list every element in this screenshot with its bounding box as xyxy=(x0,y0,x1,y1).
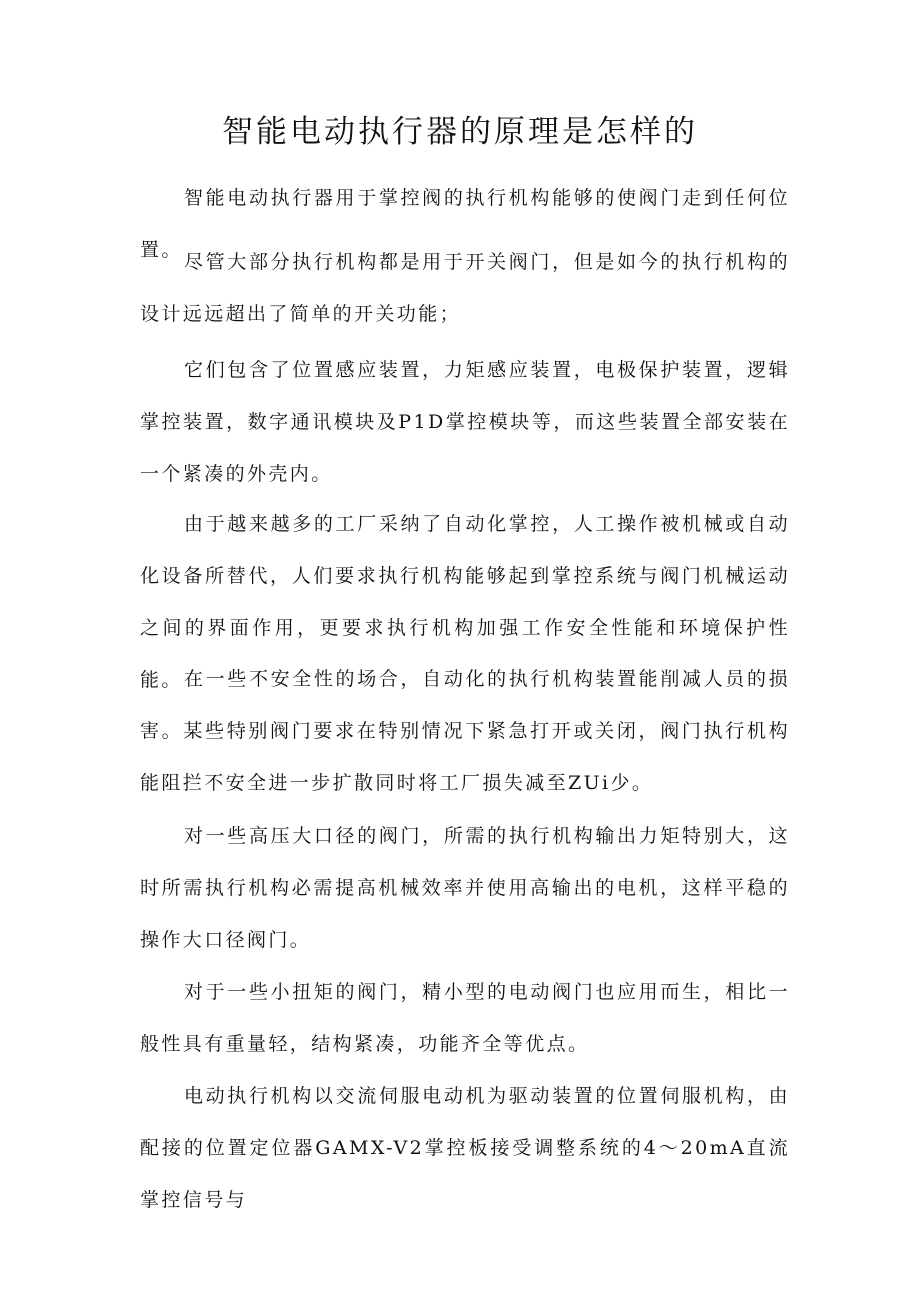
paragraph-4: 由于越来越多的工厂采纳了自动化掌控，人工操作被机械或自动化设备所替代，人们要求执行机构能够起到掌控系统与阀门机械运动之间的界面作用，更要求执行机构加强工作安全性能和环境保护性能。 xyxy=(140,513,790,691)
paragraph-3: 它们包含了位置感应装置，力矩感应装置，电极保护装置，逻辑掌控装置，数字通讯模块及P1D掌控模块等，而这些装置全部安装在一个紧凑的外壳内。 xyxy=(140,359,790,485)
paragraph-1: 智能电动执行器用于掌控阀的执行机构能够的使阀门走到任何位置。 xyxy=(140,187,790,261)
paragraph-2: 尽管大部分执行机构都是用于开关阀门，但是如今的执行机构的设计远远超出了简单的开关功能； xyxy=(140,251,790,325)
paragraph-6: 对一些高压大口径的阀门，所需的执行机构输出力矩特别大，这时所需执行机构必需提高机械效率并使用高输出的电机，这样平稳的操作大口径阀门。 xyxy=(140,825,790,951)
paragraph-7: 对于一些小扭矩的阀门，精小型的电动阀门也应用而生，相比一般性具有重量轻，结构紧凑，功能齐全等优点。 xyxy=(140,981,790,1055)
document-title: 智能电动执行器的原理是怎样的 xyxy=(222,114,698,150)
paragraph-5: 在一些不安全性的场合，自动化的执行机构装置能削减人员的损害。某些特别阀门要求在特别情况下紧急打开或关闭，阀门执行机构能阻拦不安全进一步扩散同时将工厂损失减至ZUi少。 xyxy=(140,668,790,794)
paragraph-8: 电动执行机构以交流伺服电动机为驱动装置的位置伺服机构，由配接的位置定位器GAMX-V2掌控板接受调整系统的4～20mA直流掌控信号与 xyxy=(140,1085,790,1211)
